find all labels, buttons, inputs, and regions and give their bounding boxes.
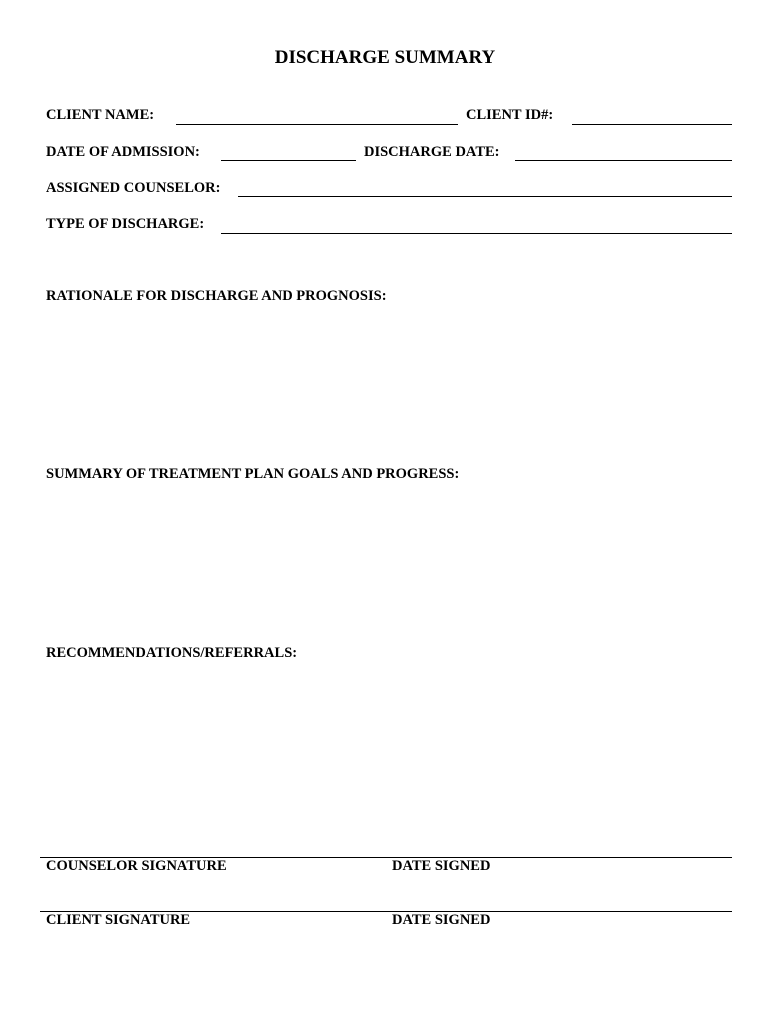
client-name-field[interactable] — [176, 124, 458, 125]
discharge-date-field[interactable] — [515, 160, 732, 161]
summary-heading: SUMMARY OF TREATMENT PLAN GOALS AND PROGRESS: — [46, 466, 460, 482]
client-id-label: CLIENT ID#: — [466, 107, 554, 123]
rationale-heading: RATIONALE FOR DISCHARGE AND PROGNOSIS: — [46, 288, 387, 304]
client-date-signed-label: DATE SIGNED — [392, 912, 491, 928]
date-of-admission-field[interactable] — [221, 160, 356, 161]
assigned-counselor-field[interactable] — [238, 196, 732, 197]
client-signature-label: CLIENT SIGNATURE — [46, 912, 191, 928]
client-id-field[interactable] — [572, 124, 732, 125]
date-of-admission-label: DATE OF ADMISSION: — [46, 144, 200, 160]
client-name-label: CLIENT NAME: — [46, 107, 155, 123]
assigned-counselor-label: ASSIGNED COUNSELOR: — [46, 180, 221, 196]
page-title: DISCHARGE SUMMARY — [274, 47, 496, 68]
type-of-discharge-field[interactable] — [221, 233, 732, 234]
recommendations-heading: RECOMMENDATIONS/REFERRALS: — [46, 645, 298, 661]
counselor-date-signed-label: DATE SIGNED — [392, 858, 491, 874]
discharge-date-label: DISCHARGE DATE: — [364, 144, 500, 160]
counselor-signature-label: COUNSELOR SIGNATURE — [46, 858, 227, 874]
type-of-discharge-label: TYPE OF DISCHARGE: — [46, 216, 205, 232]
